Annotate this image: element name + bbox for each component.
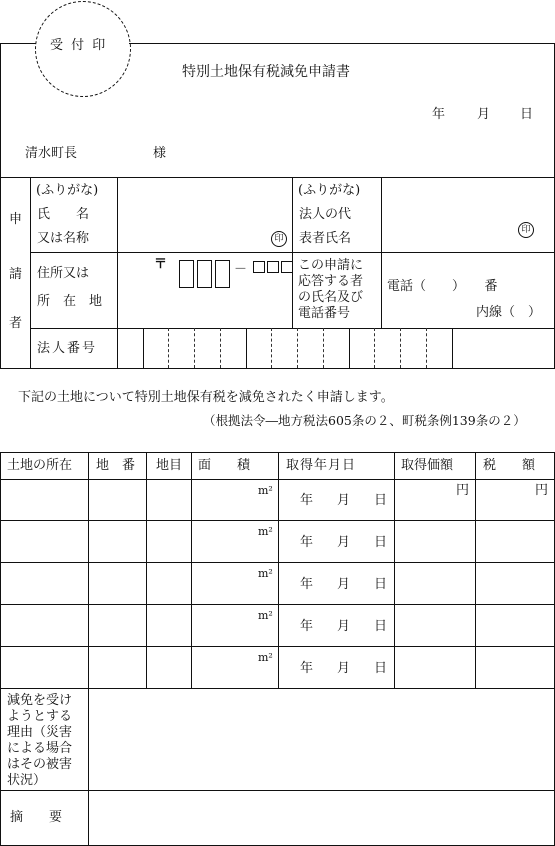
col-line — [394, 452, 395, 688]
reason-label-3: 理由（災害 — [7, 725, 73, 740]
date-year: 年 — [300, 577, 314, 592]
col-line — [146, 452, 147, 688]
address-label-1: 住所又は — [37, 266, 90, 281]
date-day: 日 — [374, 619, 388, 634]
area-unit: m² — [258, 525, 273, 538]
frame-left — [0, 43, 1, 368]
furigana-label-rep: (ふりがな) — [298, 183, 361, 198]
date-month: 月 — [477, 107, 491, 122]
postal-dash: － — [234, 262, 248, 277]
extension-field[interactable]: 内線（ ） — [476, 305, 542, 320]
phone-field[interactable]: 電話（ ） 番 — [387, 279, 498, 294]
name-field[interactable] — [118, 178, 291, 251]
applicant-side-3: 者 — [9, 316, 23, 331]
postal-mark: 〒 — [154, 257, 168, 272]
reason-label-6: 状況） — [7, 773, 47, 788]
date-month: 月 — [337, 661, 351, 676]
date-day: 日 — [374, 577, 388, 592]
reason-label-5: はその被害 — [7, 757, 73, 772]
applicant-side-divider — [30, 177, 31, 368]
name-label-2: 又は名称 — [37, 231, 90, 246]
date-year: 年 — [300, 661, 314, 676]
frame-bottom — [0, 368, 555, 369]
date-day: 日 — [374, 661, 388, 676]
reason-label-1: 減免を受け — [7, 693, 73, 708]
date-year: 年 — [300, 493, 314, 508]
postal-box-4[interactable] — [253, 261, 265, 273]
date-year: 年 — [432, 107, 446, 122]
table-left — [0, 452, 1, 846]
col-line — [191, 452, 192, 688]
rep-seal-icon: 印 — [518, 222, 534, 238]
remarks-label: 摘 要 — [10, 810, 63, 825]
legal-basis: （根拠法令―地方税法605条の２、町税条例139条の２） — [203, 413, 526, 428]
remarks-field[interactable] — [89, 791, 554, 844]
header-area: 面 積 — [198, 458, 251, 473]
date-month: 月 — [337, 535, 351, 550]
contact-label-3: の氏名及び — [298, 290, 364, 305]
date-year: 年 — [300, 535, 314, 550]
rep-label-1: 法人の代 — [299, 207, 352, 222]
contact-label-2: 応答する者 — [298, 274, 364, 289]
corp-number-field[interactable] — [118, 329, 452, 367]
application-statement: 下記の土地について特別土地保有税を減免されたく申請します。 — [18, 390, 394, 405]
reason-label-4: による場合 — [7, 741, 73, 756]
address-label-2: 所 在 地 — [37, 294, 103, 309]
corp-number-label: 法人番号 — [37, 341, 98, 356]
document-title: 特別土地保有税減免申請書 — [182, 64, 350, 80]
date-month: 月 — [337, 619, 351, 634]
header-acquisition-date: 取得年月日 — [286, 458, 357, 473]
date-year: 年 — [300, 619, 314, 634]
applicant-side-2: 請 — [9, 267, 23, 282]
reason-label-2: ようとする — [7, 709, 73, 724]
contact-label-1: この申請に — [298, 258, 364, 273]
contact-label-4: 電話番号 — [298, 306, 351, 321]
header-tax-amount: 税 額 — [483, 458, 536, 473]
date-day: 日 — [520, 107, 534, 122]
header-lot-number: 地 番 — [96, 458, 136, 473]
addressee-honorific: 様 — [153, 146, 167, 161]
postal-box-1[interactable] — [179, 260, 194, 288]
frame-top-right — [129, 43, 554, 44]
representative-field[interactable] — [382, 178, 554, 251]
date-month: 月 — [337, 493, 351, 508]
rep-label-2: 表者氏名 — [299, 231, 352, 246]
postal-box-6[interactable] — [281, 261, 293, 273]
reason-field[interactable] — [89, 689, 554, 789]
addressee-name: 清水町長 — [25, 146, 78, 161]
date-month: 月 — [337, 577, 351, 592]
yen-unit: 円 — [456, 483, 470, 498]
header-location: 土地の所在 — [7, 458, 73, 473]
corp-cell-sep — [452, 328, 453, 368]
applicant-side-1: 申 — [9, 212, 23, 227]
reception-stamp-label: 受 付 印 — [50, 38, 108, 53]
name-label-1: 氏 名 — [37, 207, 90, 222]
postal-box-5[interactable] — [267, 261, 279, 273]
area-unit: m² — [258, 484, 273, 497]
yen-unit: 円 — [535, 483, 549, 498]
header-land-category: 地目 — [156, 458, 183, 473]
postal-box-2[interactable] — [197, 260, 212, 288]
postal-box-3[interactable] — [215, 260, 230, 288]
col-line — [278, 452, 279, 688]
row-divider-1 — [30, 252, 555, 253]
col-line — [475, 452, 476, 688]
date-day: 日 — [374, 493, 388, 508]
name-seal-icon: 印 — [271, 231, 287, 247]
frame-top-left — [0, 43, 36, 44]
area-unit: m² — [258, 567, 273, 580]
furigana-label: (ふりがな) — [36, 183, 99, 198]
header-acquisition-price: 取得価額 — [401, 458, 454, 473]
date-day: 日 — [374, 535, 388, 550]
area-unit: m² — [258, 609, 273, 622]
area-unit: m² — [258, 651, 273, 664]
